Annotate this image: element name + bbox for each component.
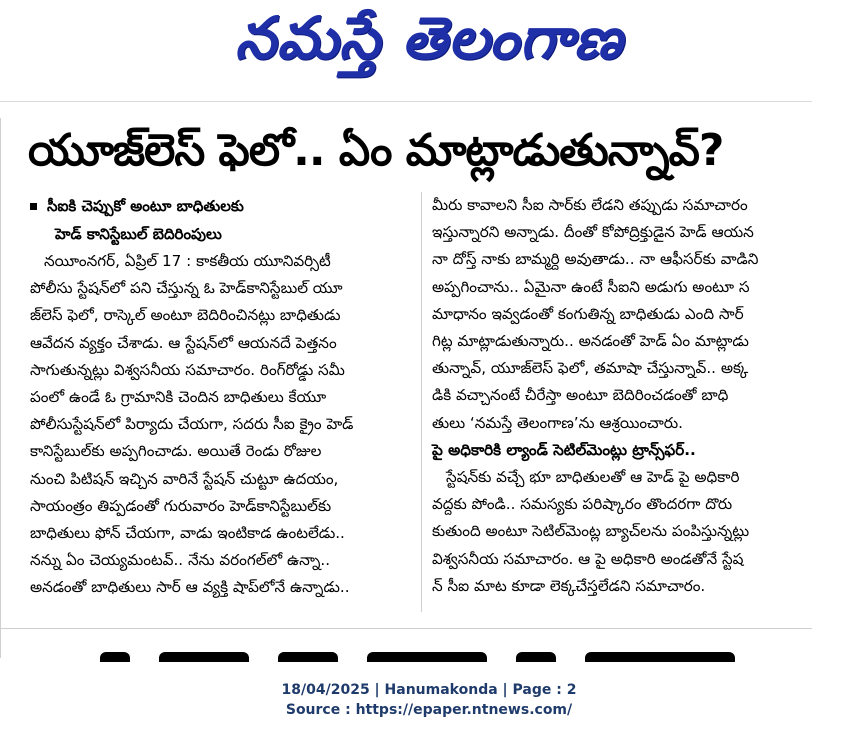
cropped-glyph (367, 652, 487, 662)
body-line: నన్ను ఏం చెయ్యమంటవ్.. నేను వరంగల్‌లో ఉన్నా.. (30, 551, 331, 570)
body-line: బాధితులు ఫోన్ చేయగా, వాడు ఇంటికాడ ఉంటలేడు.. (30, 524, 345, 543)
cropped-glyph (516, 652, 556, 662)
bullet-icon (30, 203, 37, 210)
body-line: పోలీసుస్టేషన్‌లో పిర్యాదు చేయగా, సదరు సీఐ క్రైం హెడ్ (30, 415, 354, 434)
article-headline: యూజ్‌లెస్ ఫెలో.. ఏం మాట్లాడుతున్నావ్? (28, 125, 724, 176)
body-line: తులు ‘నమస్తే తెలంగాణ’ను ఆశ్రయించారు. (432, 413, 683, 432)
masthead-logo: నమస్తే తెలంగాణ (235, 3, 623, 72)
clipping-left-edge (0, 118, 1, 658)
body-line: అనడంతో బాధితులు సార్ ఆ వ్యక్తి షాప్‌లోనే ఉన్నాడు.. (30, 578, 350, 597)
column-rule (421, 192, 422, 612)
body-line: స్టేషన్‌కు వచ్చే భూ బాధితులతో ఆ హెడ్ పై అధికారి (446, 468, 740, 487)
left-column (30, 192, 410, 602)
body-line: అప్పగించాను.. ఏమైనా ఉంటే సీఐని అడుగు అంటూ స (432, 277, 750, 296)
body-line: వద్దకు పోండి.. సమస్యకు పరిష్కారం తొందరగా దొరు (432, 495, 733, 514)
body-line: ఆవేదన వ్యక్తం చేశాడు. ఆ స్టేషన్‌లో ఆయనదే పెత్తనం (30, 333, 337, 352)
body-line: ఇస్తున్నారని అన్నాడు. దీంతో కోపోద్రిక్తుడైన హెడ్ ఆయన (432, 223, 754, 242)
body-line: పోలీసు స్టేషన్‌లో పని చేస్తున్న ఓ హెడ్‌కానిస్టేబుల్ యూ (30, 279, 343, 298)
clipping-footer (0, 672, 858, 740)
cropped-glyph (159, 652, 249, 662)
body-line: మీరు కావాలని సీఐ సార్‌కు లేడని తప్పుడు సమాచారం (432, 196, 748, 214)
cropped-glyph (278, 652, 338, 662)
article-bottom-rule (0, 628, 812, 629)
deck-line-1: సీఐకి చెప్పుకో అంటూ బాధితులకు (30, 192, 410, 220)
body-line: మాధానం ఇవ్వడంతో కంగుతిన్న బాధితుడు ఎంది సార్ (432, 304, 744, 323)
masthead-divider (0, 101, 812, 102)
article-subhead: పై అధికారికి ల్యాండ్ సెటిల్‌మెంట్లు ట్రాన్స్‌ఫర్.. (432, 440, 696, 459)
body-line: సాగుతున్నట్లు విశ్వసనీయ సమాచారం. రింగ్‌రోడ్డు సమీ (30, 360, 345, 379)
cropped-next-headline (100, 644, 800, 662)
body-line: కుతుంది అంటూ సెటిల్‌మెంట్ల బ్యాచ్‌లను పంపిస్తున్నట్లు (432, 522, 750, 541)
body-line: పంలో ఉండే ఓ గ్రామానికి చెందిన బాధితులు కేయూ (30, 388, 327, 407)
right-column (432, 192, 814, 600)
body-line: గిట్ల మాట్లాడుతున్నారు.. అనడంతో హెడ్ ఏం మాట్లాడు (432, 332, 749, 351)
deck-line-2: హెడ్ కానిస్టేబుల్ బెదిరింపులు (55, 225, 222, 243)
body-line: నుంచి పిటిషన్ ఇచ్చిన వారినే స్టేషన్ చుట్టూ ఉదయం, (30, 469, 339, 488)
body-line: కానిస్టేబుల్‌కు అప్పగించాడు. అయితే రెండు రోజుల (30, 442, 322, 461)
cropped-glyph (100, 652, 130, 662)
article-deck (30, 192, 410, 248)
cropped-glyph (585, 652, 735, 662)
body-line: న్ సీఐ మాట కూడా లెక్కచేస్తలేడని సమాచారం. (432, 576, 706, 595)
body-line: నా దోస్త్ నాకు బామ్మర్ది అవుతాడు.. నా ఆఫీసర్‌కు వాడిని (432, 250, 759, 269)
body-line: సాయంత్రం తిప్పడంతో గురువారం హెడ్‌కానిస్టేబుల్‌కు (30, 496, 332, 515)
body-line: జ్‌లెస్ ఫెలో, రాస్కెల్ అంటూ బెదిరించినట్లు బాధితుడు (30, 306, 341, 325)
body-line: తున్నావ్, యూజ్‌లెస్ ఫెలో, తమాషా చేస్తున్నావ్.. అక్క (432, 359, 749, 378)
body-line: విశ్వసనీయ సమాచారం. ఆ పై అధికారి అండతోనే స్టేష (432, 549, 744, 568)
body-line: డికి వచ్చానంటే చీరేస్తా అంటూ బెదిరించడంతో బాధి (432, 386, 729, 405)
newspaper-masthead (0, 0, 858, 90)
footer-date-edition: 18/04/2025 | Hanumakonda | Page : 2 (281, 682, 577, 698)
footer-source[interactable]: Source : https://epaper.ntnews.com/ (285, 702, 573, 718)
body-line: నయీంనగర్, ఏప్రిల్ 17 : కాకతీయ యూనివర్సిటీ (44, 252, 331, 270)
